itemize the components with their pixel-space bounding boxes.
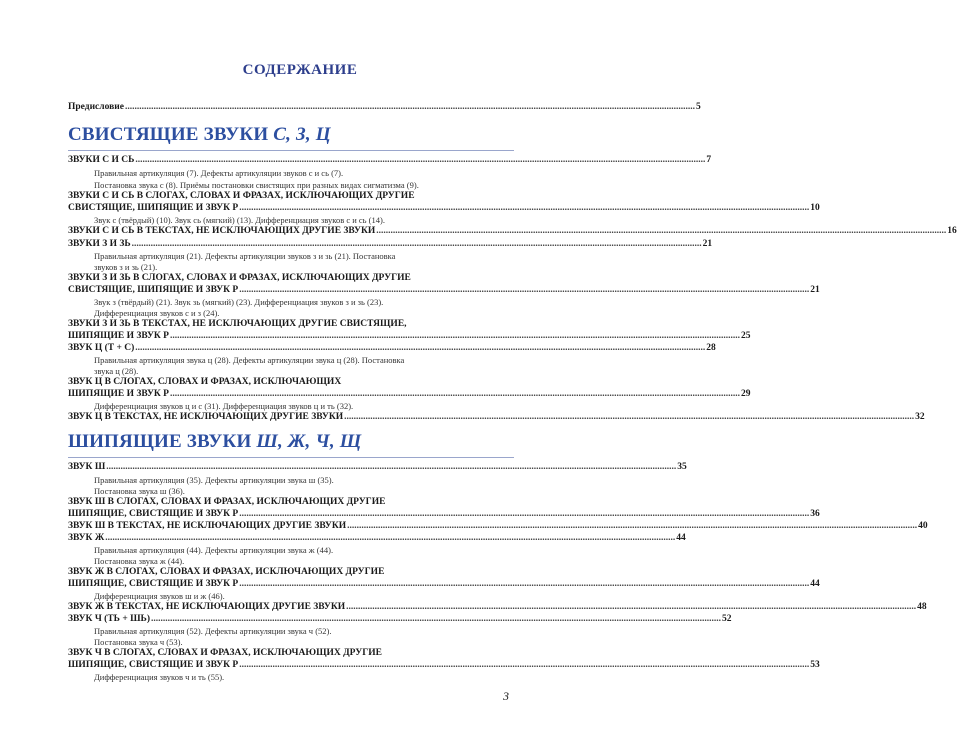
toc-subentry: Постановка звука ж (44). xyxy=(94,556,185,566)
toc-entry-text: ШИПЯЩИЕ И ЗВУК Р xyxy=(68,331,169,341)
toc-entry-text: ЗВУК Ц В ТЕКСТАХ, НЕ ИСКЛЮЧАЮЩИХ ДРУГИЕ ЗВУКИ xyxy=(68,412,344,422)
toc-entry-text: СВИСТЯЩИЕ, ШИПЯЩИЕ И ЗВУК Р xyxy=(68,285,239,295)
section-title: ШИПЯЩИЕ ЗВУКИ xyxy=(68,431,257,452)
toc-subentry: Дифференциация звуков ш и ж (46). xyxy=(94,591,225,601)
toc-subentry: Постановка звука ч (53). xyxy=(94,637,183,647)
toc-page-number: 5 xyxy=(695,102,701,112)
section-title: СВИСТЯЩИЕ ЗВУКИ xyxy=(68,124,274,145)
toc-entry-text: ЗВУК Ч (ТЬ + ШЬ) xyxy=(68,614,150,624)
toc-entry-preface[interactable] xyxy=(68,102,701,113)
toc-entry[interactable] xyxy=(68,331,751,342)
toc-page-number: 44 xyxy=(810,579,820,589)
toc-page-number: 35 xyxy=(677,462,687,472)
toc-entry-text: ЗВУКИ З И ЗЬ xyxy=(68,239,131,249)
toc-page-number: 7 xyxy=(706,155,712,165)
leader-dots xyxy=(376,226,946,237)
toc-entry-line[interactable]: ЗВУКИ З И ЗЬ В СЛОГАХ, СЛОВАХ И ФРАЗАХ, ИСКЛЮЧАЮЩИХ ДРУГИЕ xyxy=(68,273,411,283)
toc-entry[interactable] xyxy=(68,614,732,625)
toc-subentry: Постановка звука ш (36). xyxy=(94,486,185,496)
toc-page-number: 48 xyxy=(917,602,927,612)
toc-entry-text: ЗВУК Ц (Т + С) xyxy=(68,343,135,353)
toc-page-number: 40 xyxy=(918,521,928,531)
toc-page-number: 32 xyxy=(915,412,925,422)
toc-entry[interactable] xyxy=(68,579,820,590)
toc-entry-text: ШИПЯЩИЕ, СВИСТЯЩИЕ И ЗВУК Р xyxy=(68,509,239,519)
toc-entry-text: ШИПЯЩИЕ И ЗВУК Р xyxy=(68,389,169,399)
toc-entry-text: ЗВУК Ж xyxy=(68,533,105,543)
toc-entry[interactable] xyxy=(68,462,687,473)
toc-subentry: Правильная артикуляция (21). Дефекты артикуляции звуков з и зь (21). Постановка xyxy=(94,251,396,261)
toc-subentry: Дифференциация звуков ц и с (31). Дифференциация звуков ц и ть (32). xyxy=(94,401,354,411)
leader-dots xyxy=(346,602,916,613)
toc-entry[interactable] xyxy=(68,226,957,237)
toc-entry-text: ЗВУКИ С И СЬ xyxy=(68,155,135,165)
section-title-letters: С, З, Ц xyxy=(273,124,331,145)
toc-subentry: Правильная артикуляция (7). Дефекты артикуляции звуков с и сь (7). xyxy=(94,168,344,178)
toc-page-number: 36 xyxy=(810,509,820,519)
leader-dots xyxy=(151,614,721,625)
leader-dots xyxy=(135,343,705,354)
toc-subentry: Звук с (твёрдый) (10). Звук сь (мягкий) (13). Дифференциация звуков с и сь (14). xyxy=(94,215,385,225)
toc-subentry: Постановка звука с (8). Приёмы постановки свистящих при разных видах сигматизма (9). xyxy=(94,180,419,190)
toc-entry[interactable] xyxy=(68,285,820,296)
toc-page-number: 21 xyxy=(702,239,713,249)
toc-entry-text: ШИПЯЩИЕ, СВИСТЯЩИЕ И ЗВУК Р xyxy=(68,579,239,589)
section-heading-hissing xyxy=(68,431,361,453)
toc-page-number: 44 xyxy=(676,533,686,543)
leader-dots xyxy=(239,660,809,671)
toc-subentry: Дифференциация звуков ч и ть (55). xyxy=(94,672,225,682)
toc-entry[interactable] xyxy=(68,602,927,613)
leader-dots xyxy=(106,462,676,473)
section-rule xyxy=(68,457,514,458)
toc-subentry: Правильная артикуляция звука ц (28). Дефекты артикуляции звука ц (28). Постановка xyxy=(94,355,405,365)
toc-entry[interactable] xyxy=(68,521,928,532)
toc-page-number: 16 xyxy=(947,226,957,236)
leader-dots xyxy=(344,412,914,423)
leader-dots xyxy=(132,239,702,250)
toc-entry-line[interactable]: ЗВУК Ц В СЛОГАХ, СЛОВАХ И ФРАЗАХ, ИСКЛЮЧАЮЩИХ xyxy=(68,377,342,387)
toc-subentry: Правильная артикуляция (44). Дефекты артикуляции звука ж (44). xyxy=(94,545,334,555)
toc-page-number: 10 xyxy=(810,203,820,213)
toc-entry[interactable] xyxy=(68,343,716,354)
toc-page-number: 25 xyxy=(741,331,751,341)
toc-entry-text: ЗВУК Ш В ТЕКСТАХ, НЕ ИСКЛЮЧАЮЩИХ ДРУГИЕ ЗВУКИ xyxy=(68,521,347,531)
leader-dots xyxy=(170,331,740,342)
toc-page-number: 52 xyxy=(721,614,732,624)
toc-entry-line[interactable]: ЗВУК Ж В СЛОГАХ, СЛОВАХ И ФРАЗАХ, ИСКЛЮЧАЮЩИХ ДРУГИЕ xyxy=(68,567,385,577)
section-rule xyxy=(68,150,514,151)
toc-page-number: 28 xyxy=(706,343,716,353)
toc-subentry: Звук з (твёрдый) (21). Звук зь (мягкий) (23). Дифференциация звуков з и зь (23). xyxy=(94,297,384,307)
toc-subentry: Правильная артикуляция (52). Дефекты артикуляции звука ч (52). xyxy=(94,626,332,636)
toc-entry-text: Предисловие xyxy=(68,102,124,112)
toc-page-number: 21 xyxy=(810,285,820,295)
toc-entry-line[interactable]: ЗВУК Ч В СЛОГАХ, СЛОВАХ И ФРАЗАХ, ИСКЛЮЧАЮЩИХ ДРУГИЕ xyxy=(68,648,382,658)
toc-page-number: 29 xyxy=(741,389,751,399)
toc-subentry: Правильная артикуляция (35). Дефекты артикуляции звука ш (35). xyxy=(94,475,334,485)
toc-entry[interactable] xyxy=(68,509,820,520)
toc-subentry: звука ц (28). xyxy=(94,366,139,376)
toc-entry-text: ШИПЯЩИЕ, СВИСТЯЩИЕ И ЗВУК Р xyxy=(68,660,239,670)
toc-entry-line[interactable]: ЗВУК Ш В СЛОГАХ, СЛОВАХ И ФРАЗАХ, ИСКЛЮЧАЮЩИХ ДРУГИЕ xyxy=(68,497,386,507)
toc-page-number: 53 xyxy=(810,660,820,670)
leader-dots xyxy=(125,102,695,113)
leader-dots xyxy=(239,203,809,214)
leader-dots xyxy=(239,509,809,520)
page-number: 3 xyxy=(503,689,509,703)
leader-dots xyxy=(105,533,675,544)
toc-entry-text: ЗВУК Ш xyxy=(68,462,106,472)
leader-dots xyxy=(135,155,705,166)
toc-entry[interactable] xyxy=(68,533,686,544)
toc-entry[interactable] xyxy=(68,239,713,250)
page-title: СОДЕРЖАНИЕ xyxy=(242,62,358,78)
leader-dots xyxy=(170,389,740,400)
leader-dots xyxy=(239,579,809,590)
toc-entry-text: ЗВУК Ж В ТЕКСТАХ, НЕ ИСКЛЮЧАЮЩИХ ДРУГИЕ ЗВУКИ xyxy=(68,602,346,612)
toc-subentry: Дифференциация звуков с и з (24). xyxy=(94,308,220,318)
toc-entry-text: СВИСТЯЩИЕ, ШИПЯЩИЕ И ЗВУК Р xyxy=(68,203,239,213)
toc-entry[interactable] xyxy=(68,155,712,166)
toc-entry[interactable] xyxy=(68,203,820,214)
toc-entry[interactable] xyxy=(68,412,925,423)
toc-entry-line[interactable]: ЗВУКИ С И СЬ В СЛОГАХ, СЛОВАХ И ФРАЗАХ, ИСКЛЮЧАЮЩИХ ДРУГИЕ xyxy=(68,191,415,201)
toc-entry[interactable] xyxy=(68,660,820,671)
toc-entry[interactable] xyxy=(68,389,751,400)
section-heading-whistling xyxy=(68,124,331,146)
section-title-letters: Ш, Ж, Ч, Щ xyxy=(256,431,362,452)
leader-dots xyxy=(239,285,809,296)
toc-subentry: звуков з и зь (21). xyxy=(94,262,158,272)
leader-dots xyxy=(347,521,917,532)
toc-entry-line[interactable]: ЗВУКИ З И ЗЬ В ТЕКСТАХ, НЕ ИСКЛЮЧАЮЩИХ ДРУГИЕ СВИСТЯЩИЕ, xyxy=(68,319,407,329)
toc-entry-text: ЗВУКИ С И СЬ В ТЕКСТАХ, НЕ ИСКЛЮЧАЮЩИХ ДРУГИЕ ЗВУКИ xyxy=(68,226,376,236)
